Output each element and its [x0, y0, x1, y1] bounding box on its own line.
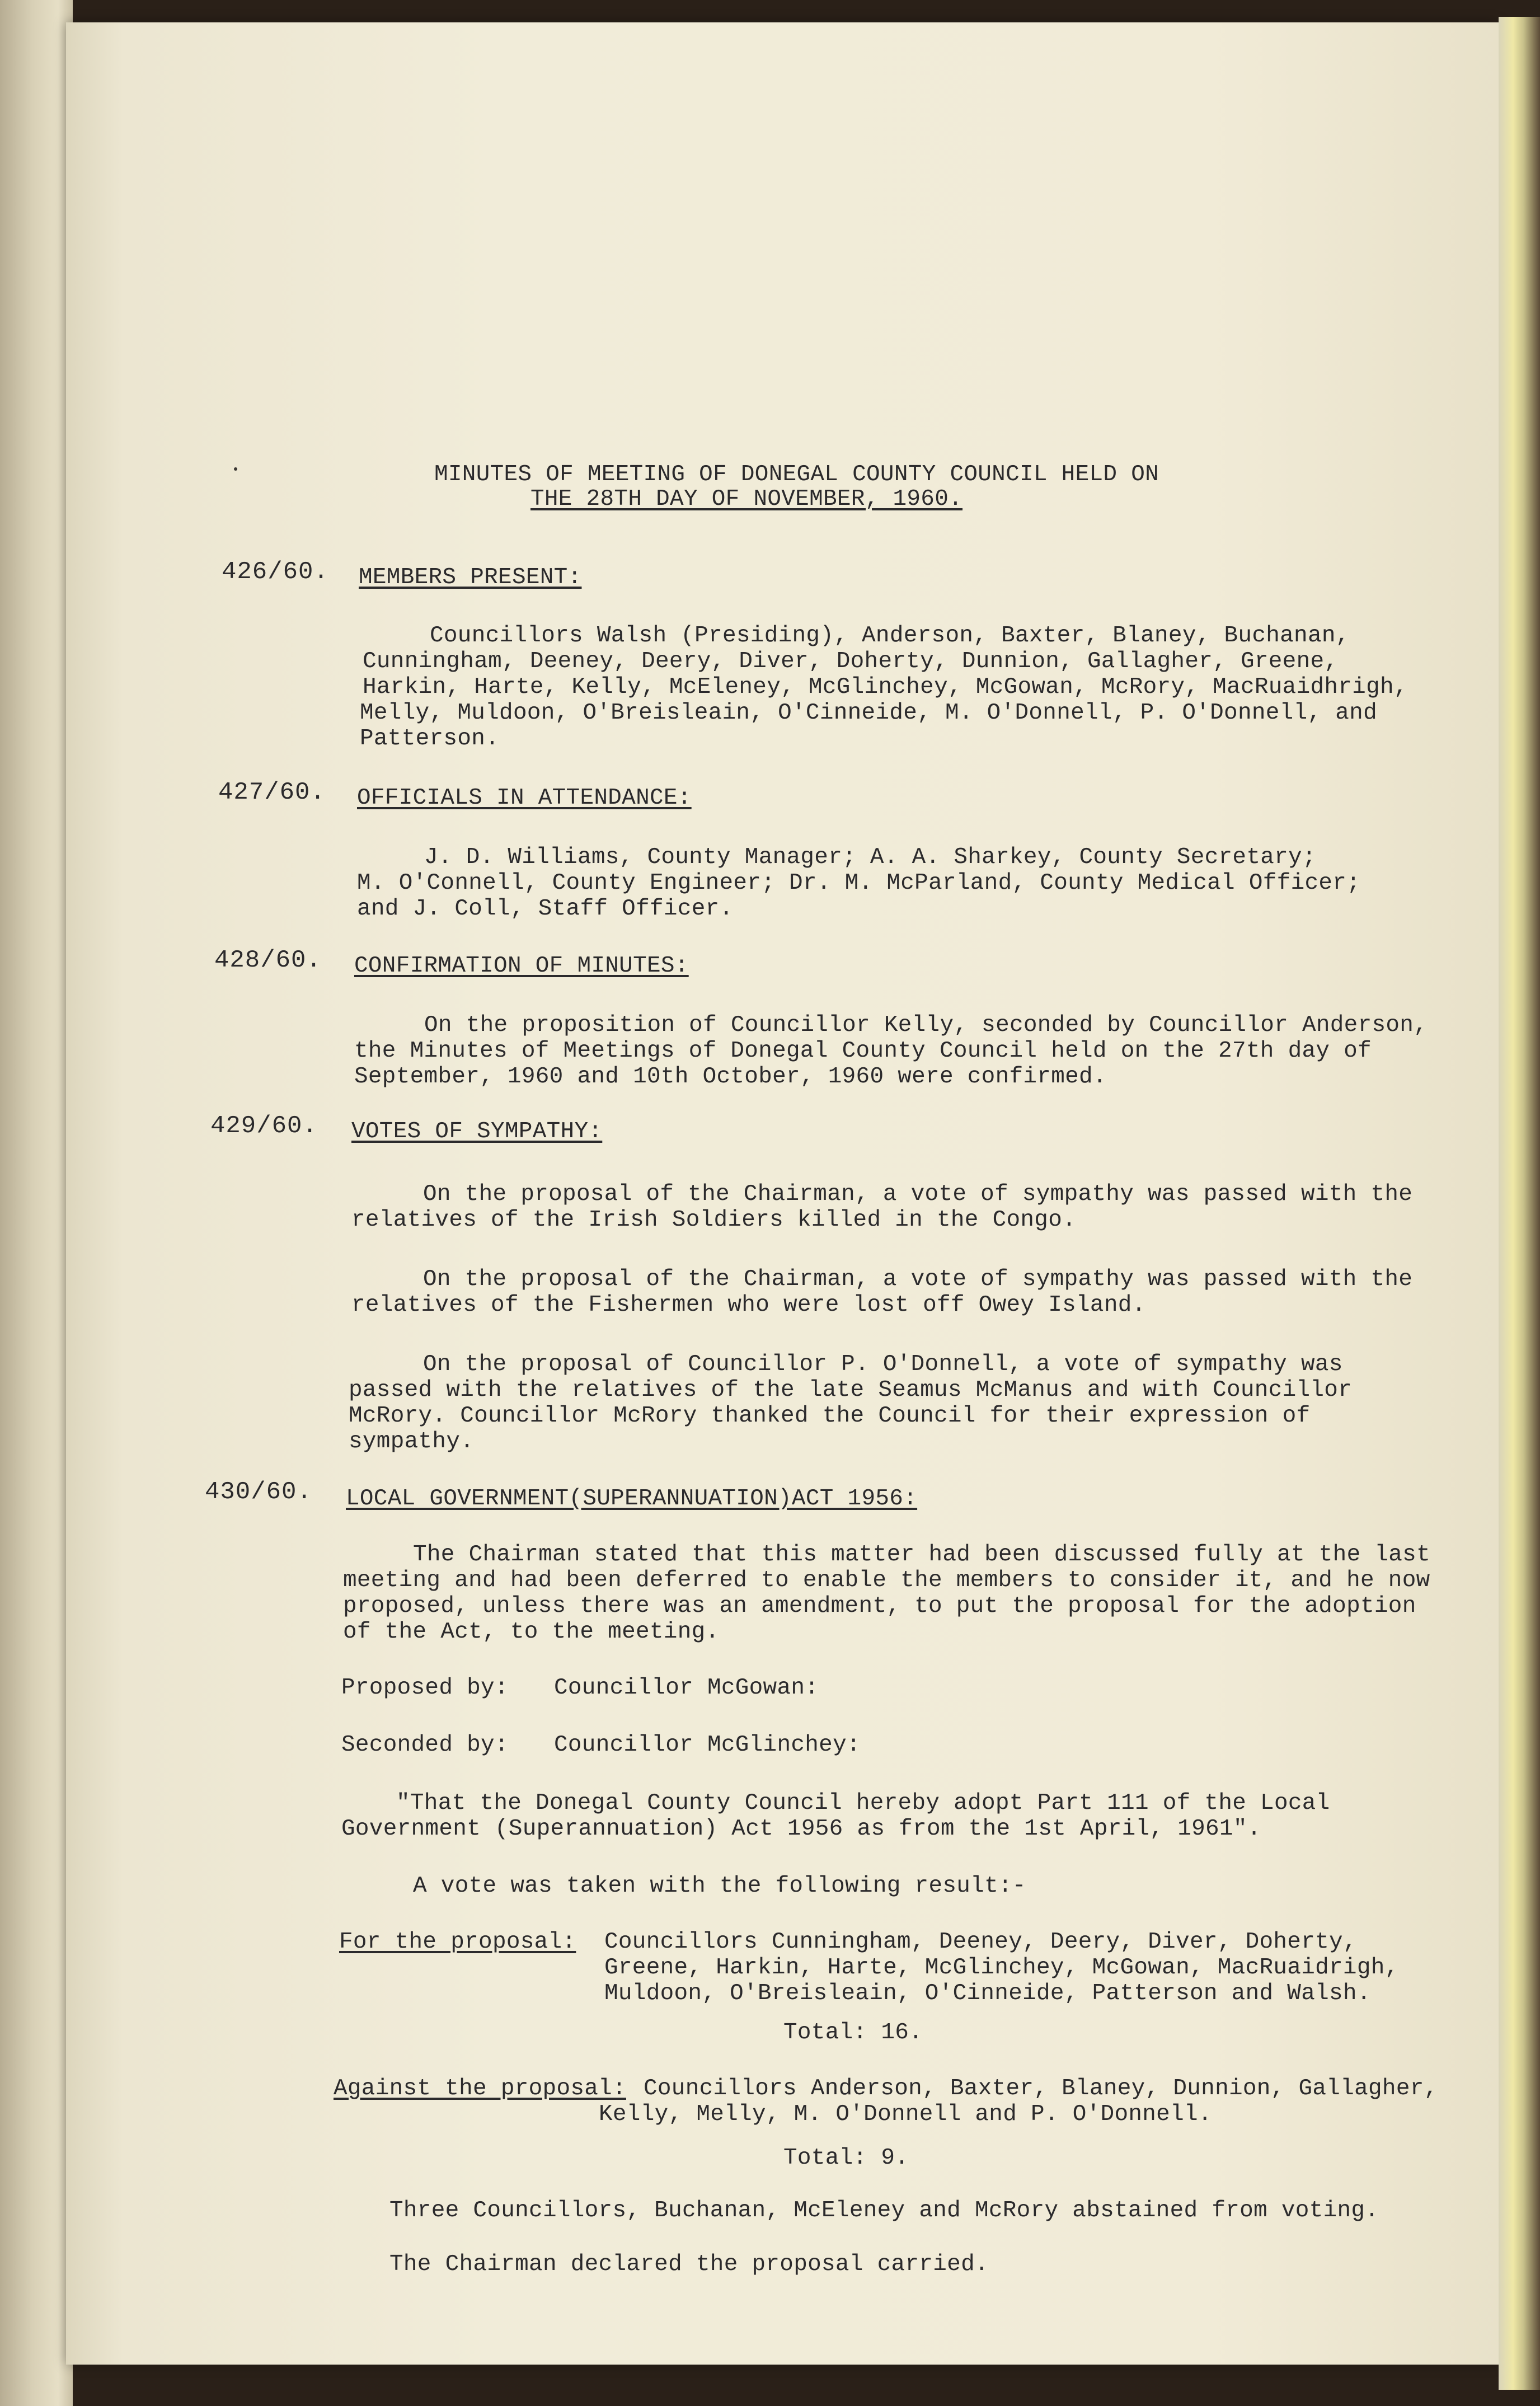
- sympathy-p3-line-1: On the proposal of Councillor P. O'Donnell, a vote of sympathy was: [423, 1352, 1343, 1377]
- document-title-line-2: THE 28TH DAY OF NOVEMBER, 1960.: [530, 486, 963, 512]
- minute-number-430: 430/60.: [205, 1478, 312, 1506]
- seconded-by-value: Councillor McGlinchey:: [554, 1732, 861, 1758]
- document-title-line-1: MINUTES OF MEETING OF DONEGAL COUNTY COUNCIL HELD ON: [434, 462, 1159, 487]
- proposed-by-label: Proposed by:: [341, 1675, 509, 1701]
- confirmation-line-3: September, 1960 and 10th October, 1960 were confirmed.: [354, 1064, 1107, 1090]
- members-present-line-4: Melly, Muldoon, O'Breisleain, O'Cinneide, M. O'Donnell, P. O'Donnell, and: [360, 700, 1377, 726]
- minute-number-426: 426/60.: [222, 558, 329, 586]
- document-page: [66, 22, 1499, 2365]
- sympathy-p1-line-2: relatives of the Irish Soldiers killed in the Congo.: [351, 1207, 1077, 1233]
- members-present-line-3: Harkin, Harte, Kelly, McEleney, McGlinchey, McGowan, McRory, MacRuaidhrigh,: [363, 674, 1408, 700]
- against-line-2: Kelly, Melly, M. O'Donnell and P. O'Donnell.: [599, 2102, 1212, 2127]
- book-spine: [0, 0, 73, 2406]
- confirmation-line-1: On the proposition of Councillor Kelly, seconded by Councillor Anderson,: [424, 1012, 1428, 1038]
- resolution-line-2: Government (Superannuation) Act 1956 as from the 1st April, 1961".: [341, 1816, 1261, 1842]
- members-present-line-1: Councillors Walsh (Presiding), Anderson, Baxter, Blaney, Buchanan,: [430, 623, 1350, 649]
- against-total: Total: 9.: [783, 2145, 909, 2171]
- superannuation-p1-line-3: proposed, unless there was an amendment, to put the proposal for the adoption: [343, 1593, 1416, 1619]
- sympathy-p2-line-2: relatives of the Fishermen who were lost off Owey Island.: [351, 1292, 1146, 1318]
- sympathy-p3-line-3: McRory. Councillor McRory thanked the Council for their expression of: [349, 1403, 1311, 1429]
- for-line-3: Muldoon, O'Breisleain, O'Cinneide, Patterson and Walsh.: [604, 1981, 1371, 2006]
- for-the-proposal-label: For the proposal:: [339, 1929, 576, 1955]
- vote-intro: A vote was taken with the following result:-: [413, 1873, 1026, 1899]
- sympathy-p2-line-1: On the proposal of the Chairman, a vote of sympathy was passed with the: [423, 1267, 1413, 1292]
- section-heading-members-present: MEMBERS PRESENT:: [359, 565, 582, 590]
- officials-line-2: M. O'Connell, County Engineer; Dr. M. McParland, County Medical Officer;: [357, 870, 1361, 896]
- section-heading-superannuation-act: LOCAL GOVERNMENT(SUPERANNUATION)ACT 1956:: [346, 1486, 918, 1512]
- sympathy-p1-line-1: On the proposal of the Chairman, a vote of sympathy was passed with the: [423, 1181, 1413, 1207]
- for-line-2: Greene, Harkin, Harte, McGlinchey, McGowan, MacRuaidrigh,: [604, 1955, 1399, 1981]
- for-line-1: Councillors Cunningham, Deeney, Deery, Diver, Doherty,: [604, 1929, 1357, 1955]
- superannuation-p1-line-4: of the Act, to the meeting.: [343, 1619, 720, 1645]
- officials-line-1: J. D. Williams, County Manager; A. A. Sharkey, County Secretary;: [424, 845, 1316, 870]
- proposed-by-value: Councillor McGowan:: [554, 1675, 819, 1701]
- superannuation-p1-line-1: The Chairman stated that this matter had been discussed fully at the last: [413, 1542, 1430, 1568]
- confirmation-line-2: the Minutes of Meetings of Donegal County Council held on the 27th day of: [354, 1038, 1372, 1064]
- section-heading-votes-of-sympathy: VOTES OF SYMPATHY:: [351, 1119, 603, 1145]
- against-line-1: Councillors Anderson, Baxter, Blaney, Dunnion, Gallagher,: [644, 2076, 1438, 2102]
- against-the-proposal-label: Against the proposal:: [334, 2076, 626, 2102]
- sympathy-p3-line-4: sympathy.: [349, 1429, 475, 1455]
- superannuation-p1-line-2: meeting and had been deferred to enable the members to consider it, and he now: [343, 1568, 1430, 1593]
- members-present-line-5: Patterson.: [360, 726, 500, 752]
- resolution-line-1: "That the Donegal County Council hereby adopt Part 111 of the Local: [396, 1790, 1330, 1816]
- section-heading-officials: OFFICIALS IN ATTENDANCE:: [357, 785, 692, 811]
- minute-number-428: 428/60.: [214, 946, 322, 974]
- minute-number-427: 427/60.: [218, 778, 326, 806]
- for-total: Total: 16.: [783, 2020, 923, 2046]
- officials-line-3: and J. Coll, Staff Officer.: [357, 896, 734, 922]
- page-edges: [1499, 17, 1540, 2390]
- section-heading-confirmation: CONFIRMATION OF MINUTES:: [354, 953, 689, 979]
- chairman-declaration: The Chairman declared the proposal carried.: [389, 2252, 989, 2277]
- ink-speck: [234, 467, 237, 471]
- minute-number-429: 429/60.: [210, 1112, 318, 1140]
- members-present-line-2: Cunningham, Deeney, Deery, Diver, Doherty, Dunnion, Gallagher, Greene,: [363, 649, 1339, 674]
- seconded-by-label: Seconded by:: [341, 1732, 509, 1758]
- abstained-statement: Three Councillors, Buchanan, McEleney and McRory abstained from voting.: [389, 2198, 1379, 2224]
- sympathy-p3-line-2: passed with the relatives of the late Seamus McManus and with Councillor: [349, 1377, 1353, 1403]
